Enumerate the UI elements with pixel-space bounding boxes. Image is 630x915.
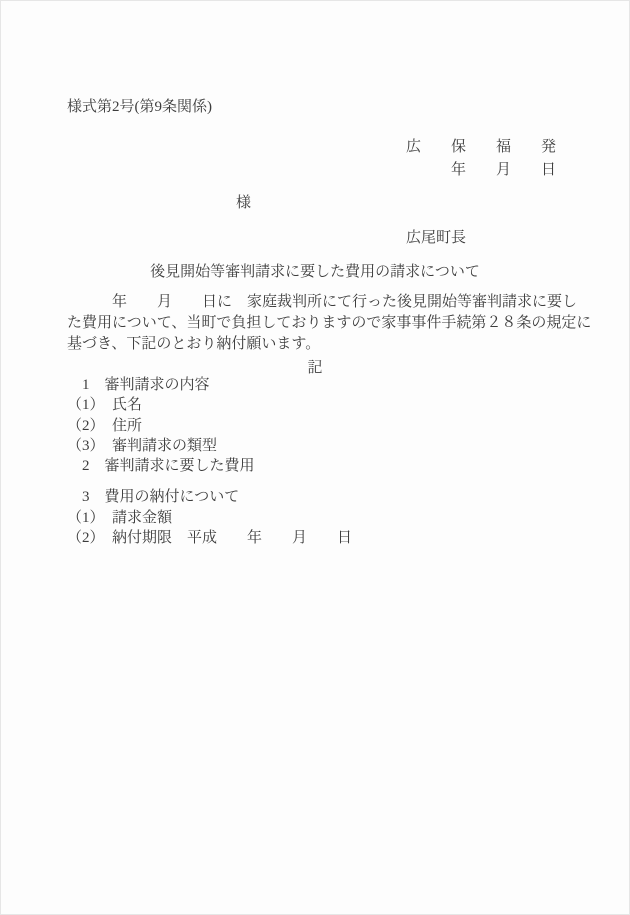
issue-date-line: 年 月 日 — [451, 162, 557, 178]
document-title: 後見開始等審判請求に要した費用の請求について — [150, 264, 480, 280]
list-item-1-1-name: （1） 氏名 — [67, 397, 143, 414]
list-item-3-2-payment-deadline: （2） 納付期限 平成 年 月 日 — [67, 530, 353, 547]
body-line-3: 基づき、下記のとおり納付願います。 — [67, 336, 321, 352]
body-line-2: た費用について、当町で負担しておりますので家事事件手続第２８条の規定に — [67, 315, 592, 331]
record-marker: 記 — [307, 360, 323, 376]
itemized-list — [67, 375, 352, 548]
list-item-1-request-content: 1 審判請求の内容 — [67, 377, 210, 393]
list-item-3-payment: 3 費用の納付について — [67, 489, 240, 506]
sender-title: 広尾町長 — [406, 230, 467, 246]
list-item-1-2-address: （2） 住所 — [67, 417, 143, 434]
list-item-2-expenses: 2 審判請求に要した費用 — [67, 458, 255, 475]
addressee-honorific: 様 — [236, 195, 252, 211]
body-line-1: 年 月 日に 家庭裁判所にて行った後見開始等審判請求に要し — [67, 294, 578, 310]
issuer-document-code: 広 保 福 発 — [406, 139, 557, 155]
form-number: 様式第2号(第9条関係) — [67, 99, 212, 115]
list-item-3-1-billed-amount: （1） 請求金額 — [67, 509, 173, 526]
body-paragraph — [67, 292, 592, 355]
list-item-1-3-request-type: （3） 審判請求の類型 — [67, 437, 218, 454]
